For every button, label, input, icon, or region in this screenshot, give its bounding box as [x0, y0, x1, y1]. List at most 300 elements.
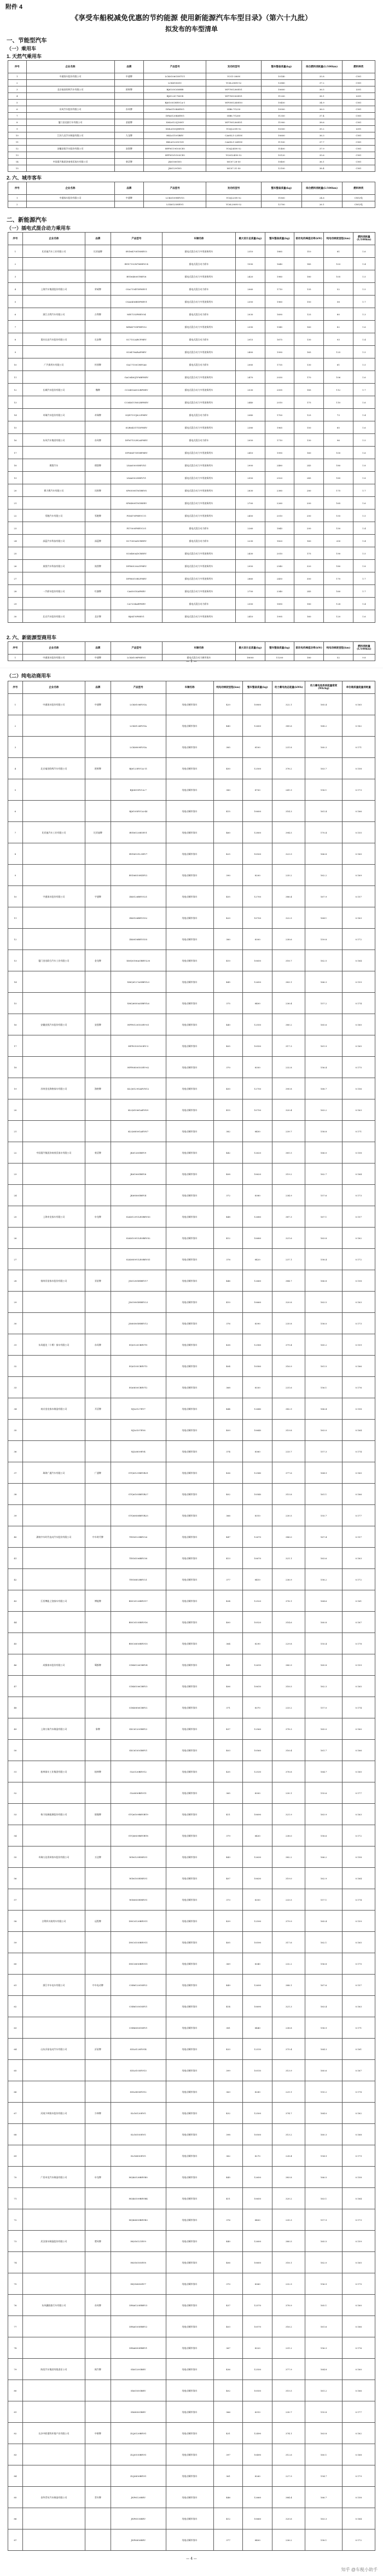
- table-cell: 珠海广通汽车有限公司: [22, 1462, 85, 1484]
- table-cell: 安徽安凯汽车股份有限公司: [26, 146, 114, 152]
- table-cell: 420: [213, 907, 243, 929]
- section-phev: （一）插电式混合动力乘用车: [7, 225, 71, 231]
- table-cell: 383.8: [272, 2167, 305, 2188]
- table-cell: 纯电动城市客车: [166, 1505, 213, 1526]
- table-cell: 237.1: [272, 1249, 305, 1270]
- table-cell: 166.5: [305, 2167, 342, 2188]
- table-cell: 38.1: [301, 93, 342, 100]
- table-cell: 67: [8, 2103, 23, 2124]
- table-row: [8, 100, 375, 106]
- table-row: [8, 1804, 375, 1825]
- table-cell: 180: [294, 270, 324, 283]
- table-cell: BYD6120B1EV1: [111, 822, 166, 843]
- table-cell: 162.5: [305, 950, 342, 971]
- table-cell: 54: [8, 1825, 23, 1846]
- table-cell: 105: [324, 270, 353, 283]
- table-cell: 163.5: [305, 1292, 342, 1313]
- table-cell: 160: [294, 447, 324, 459]
- table-cell: 金旅牌: [114, 119, 144, 126]
- table-cell: [85, 1932, 111, 1953]
- table-cell: 插电式混合动力轿车: [162, 409, 235, 421]
- table-cell: 415: [213, 801, 243, 822]
- table-cell: 163.8: [305, 2423, 342, 2444]
- column-header: 序号: [8, 233, 23, 245]
- table-cell: [26, 80, 114, 86]
- table-cell: 1.8: [353, 472, 375, 484]
- table-cell: 37.2: [301, 80, 342, 86]
- table-cell: 纯电动城市客车: [166, 2380, 213, 2401]
- table-cell: CNG: [342, 113, 375, 119]
- table-cell: 2450: [236, 510, 265, 522]
- table-cell: 164.6: [305, 1590, 342, 1612]
- table-cell: 318.5: [272, 1676, 305, 1697]
- table-row: [8, 2423, 375, 2444]
- table-cell: 363: [213, 2081, 243, 2103]
- table-cell: [26, 126, 114, 132]
- table-cell: GTQ6859BEVBT8: [111, 1825, 166, 1846]
- table-cell: 纯电动城市客车: [166, 1889, 213, 1911]
- table-cell: 纯电动城市客车: [166, 1078, 213, 1099]
- table-cell: 238.8: [272, 2017, 305, 2039]
- table-cell: 62: [8, 1996, 23, 2017]
- table-cell: 10140: [261, 73, 301, 80]
- table-cell: 东风超龙（十堰）客车有限公司: [22, 1334, 85, 1356]
- table-cell: 1.4: [353, 598, 375, 610]
- table-cell: [22, 1121, 85, 1142]
- table-cell: [22, 779, 85, 801]
- table-row: [8, 737, 375, 758]
- table-cell: 插电式混合动力轿车: [162, 308, 235, 321]
- table-cell: 欧辉牌: [85, 758, 111, 779]
- table-cell: 87: [8, 2529, 23, 2551]
- table-row: [8, 1633, 375, 1654]
- table-cell: [22, 1612, 85, 1633]
- table-cell: 0.172: [342, 2529, 375, 2551]
- table-cell: 银隆牌: [85, 1804, 111, 1825]
- table-cell: [22, 1505, 85, 1526]
- table-cell: 0.163: [342, 1548, 375, 1569]
- table-cell: 82: [324, 321, 353, 333]
- table-cell: 奇瑞万达贵州客车股份有限公司: [22, 1846, 85, 1868]
- table-cell: 2470: [236, 371, 265, 384]
- table-cell: 5: [8, 296, 23, 308]
- table-row: [8, 2209, 375, 2231]
- table-cell: 84: [8, 2465, 23, 2487]
- table-cell: 2: [8, 258, 23, 270]
- table-cell: 313.2: [272, 2124, 305, 2145]
- table-cell: SLG6120EVG: [111, 2103, 166, 2124]
- table-cell: 0.162: [342, 1228, 375, 1249]
- table-cell: GAC7150CHEVA6: [111, 358, 162, 371]
- table-cell: 陕汽牌: [85, 2359, 111, 2380]
- table-cell: 1735: [265, 358, 294, 371]
- table-cell: [22, 2380, 85, 2401]
- table-cell: 245: [294, 585, 324, 598]
- table-ne-commercial: [8, 641, 375, 661]
- table-bev-commercial: [8, 681, 375, 2551]
- table-cell: 纯电动城市客车: [166, 1569, 213, 1590]
- table-cell: 北京汽车股份有限公司: [22, 610, 85, 623]
- table-cell: [85, 1356, 111, 1377]
- table-cell: 368: [213, 1377, 243, 1398]
- table-cell: CSR6120GSEV2: [111, 1975, 166, 1996]
- table-cell: 1995: [265, 610, 294, 623]
- table-cell: 纯电动城市客车: [166, 1932, 213, 1953]
- table-cell: 0.160: [342, 2295, 375, 2316]
- table-cell: 80: [324, 308, 353, 321]
- table-cell: LCK6809EVGA: [111, 737, 166, 758]
- table-cell: [22, 2124, 85, 2145]
- table-cell: 106: [324, 371, 353, 384]
- table-cell: 55: [8, 1846, 23, 1868]
- table-row: [8, 270, 375, 283]
- table-cell: [22, 2017, 85, 2039]
- table-cell: 纯电动城市客车: [166, 2529, 213, 2551]
- table-cell: 8440: [243, 2017, 272, 2039]
- table-cell: 65: [8, 2060, 23, 2081]
- table-cell: 东风牌: [114, 106, 144, 113]
- table-cell: [85, 929, 111, 950]
- table-cell: 439: [213, 1911, 243, 1932]
- table-cell: 厦门金龙联合汽车工业有限公司: [22, 950, 85, 971]
- table-cell: 374: [213, 1441, 243, 1462]
- table-cell: 东风襄阳旅行车有限公司: [22, 2295, 85, 2316]
- table-cell: 22: [8, 510, 23, 522]
- table-cell: 235.3: [272, 2209, 305, 2231]
- table-cell: 0.171: [342, 2017, 375, 2039]
- table-cell: 14: [8, 159, 27, 165]
- table-cell: WD6105EHEVG: [111, 1868, 166, 1889]
- table-cell: 0.172: [342, 1249, 375, 1270]
- table-cell: 170: [324, 572, 353, 585]
- table-cell: 235.8: [272, 1313, 305, 1334]
- column-header: 企业名称: [26, 61, 114, 73]
- table-cell: LNG: [342, 126, 375, 132]
- column-header: 燃料消耗量(L/100km): [353, 233, 375, 245]
- table-cell: 364: [213, 1633, 243, 1654]
- table-cell: 金龙牌: [85, 950, 111, 971]
- table-cell: 180: [294, 598, 324, 610]
- table-cell: [26, 113, 114, 119]
- column-header: 单位载质量能量消耗量: [342, 681, 375, 694]
- table-cell: 纯电动城市客车: [166, 2167, 213, 2188]
- table-row: [8, 1868, 375, 1889]
- table-cell: 245: [294, 459, 324, 472]
- table-cell: 59: [8, 1932, 23, 1953]
- table-cell: 403: [213, 1740, 243, 1761]
- table-cell: [22, 2209, 85, 2231]
- table-row: [8, 1035, 375, 1057]
- table-cell: 2010: [265, 396, 294, 409]
- table-row: [8, 801, 375, 822]
- table-cell: 1.7: [353, 572, 375, 585]
- table-cell: 青年牌: [85, 2487, 111, 2508]
- table-cell: 插电式混合动力轿车: [162, 333, 235, 346]
- table-row: [8, 371, 375, 384]
- table-cell: 2950: [236, 472, 265, 484]
- column-header: 纯电动续驶里程(km): [324, 642, 353, 655]
- table-cell: 15: [8, 993, 23, 1014]
- table-cell: 460: [213, 822, 243, 843]
- table-cell: 52: [324, 655, 353, 661]
- table-cell: DFM7152H2APHEV: [111, 434, 162, 447]
- table-cell: CNG: [342, 159, 375, 165]
- table-cell: SLG6850EVG: [111, 2145, 166, 2167]
- table-cell: 16: [8, 434, 23, 447]
- table-cell: 11: [8, 139, 27, 146]
- table-cell: 12550: [243, 2359, 272, 2380]
- table-cell: 插电式混合动力多用途乘用车: [162, 572, 235, 585]
- table-cell: [85, 497, 111, 510]
- table-cell: 纯电动城市客车: [166, 822, 213, 843]
- table-cell: 47: [8, 1676, 23, 1697]
- column-header: 燃料种类: [342, 61, 375, 73]
- table-cell: 1.6: [353, 421, 375, 434]
- table-cell: 1.7: [353, 384, 375, 396]
- table-cell: [22, 1889, 85, 1911]
- table-cell: [85, 2252, 111, 2273]
- table-cell: 379: [213, 1825, 243, 1846]
- table-cell: 437: [213, 2295, 243, 2316]
- table-cell: 175: [294, 396, 324, 409]
- table-cell: 2010: [265, 547, 294, 560]
- table-cell: XMQ6106AGBEVL30: [111, 950, 166, 971]
- table-cell: 445: [213, 971, 243, 993]
- table-cell: 66: [8, 2081, 23, 2103]
- table-cell: 410: [213, 950, 243, 971]
- table-cell: 25: [8, 1206, 23, 1228]
- table-cell: BJ6123C7MCB: [144, 93, 206, 100]
- table-cell: SLK6129ULE0BEVS3: [111, 1206, 166, 1228]
- table-cell: 321.1: [272, 1548, 305, 1569]
- table-cell: 175: [294, 547, 324, 560]
- table-cell: [22, 2145, 85, 2167]
- table-cell: 229.1: [272, 2081, 305, 2103]
- column-header: 驱动电机峰值功率(kW): [294, 233, 324, 245]
- table-cell: 10: [8, 132, 27, 139]
- table-cell: 插电式混合动力轿车: [162, 598, 235, 610]
- table-row: [8, 1612, 375, 1633]
- table-cell: [22, 1420, 85, 1441]
- table-cell: 广西申龙汽车制造有限公司: [22, 2167, 85, 2188]
- table-cell: CA6SL1-26E5N: [206, 139, 262, 146]
- table-cell: 1.5: [353, 434, 375, 447]
- table-cell: 0.174: [342, 1441, 375, 1462]
- table-cell: 85: [8, 2487, 23, 2508]
- table-cell: 纯电动城市客车: [166, 2060, 213, 2081]
- table-row: [8, 2529, 375, 2551]
- table-cell: YC6J220N-52: [206, 126, 262, 132]
- table-cell: 236.9: [272, 1569, 305, 1590]
- table-cell: SF6480ST61REEV: [111, 497, 162, 510]
- table-cell: 纯电动城市客车: [166, 2081, 213, 2103]
- table-cell: 155.7: [305, 1505, 342, 1526]
- table-cell: [85, 2465, 111, 2487]
- table-cell: 8400: [243, 2529, 272, 2551]
- table-cell: 纯电动城市客车: [166, 1654, 213, 1676]
- table-cell: 2900: [236, 459, 265, 472]
- table-cell: HQK6859BEVB3: [111, 2209, 166, 2231]
- table-cell: [22, 371, 85, 384]
- table-cell: 纯电动城市客车: [166, 1740, 213, 1761]
- table-row: [8, 1676, 375, 1697]
- table-cell: 12610: [243, 1654, 272, 1676]
- table-row: [8, 73, 375, 80]
- table-cell: 纯电动城市客车: [166, 1206, 213, 1228]
- table-cell: 241.9: [272, 779, 305, 801]
- table-cell: [22, 1569, 85, 1590]
- table-cell: 37.9: [301, 146, 342, 152]
- table-cell: 2520: [265, 472, 294, 484]
- table-cell: 449: [213, 1975, 243, 1996]
- table-cell: 插电式混合动力多用途乘用车: [162, 270, 235, 283]
- table-cell: [85, 1505, 111, 1526]
- table-cell: CNG: [342, 132, 375, 139]
- table-row: [8, 283, 375, 296]
- table-cell: GTQ6121BEVB31: [111, 1462, 166, 1484]
- table-cell: 80: [8, 2380, 23, 2401]
- table-cell: JK6856GBEV4: [111, 1185, 166, 1206]
- table-cell: 12620: [243, 1142, 272, 1163]
- column-header: 序号: [8, 61, 27, 73]
- table-cell: 12700: [261, 201, 301, 208]
- table-cell: 380.5: [272, 2231, 305, 2252]
- table-cell: 375.4: [272, 2039, 305, 2060]
- column-header: 整车整备质量(kg): [261, 61, 301, 73]
- table-row: [8, 886, 375, 907]
- table-cell: 35.8: [301, 73, 342, 80]
- table-cell: 163.4: [305, 1996, 342, 2017]
- table-cell: 361: [213, 2465, 243, 2487]
- table-row: [8, 1825, 375, 1846]
- table-cell: 450: [213, 758, 243, 779]
- table-cell: 插电式混合动力多用途乘用车: [162, 459, 235, 472]
- table-cell: 中国重汽集团济南豪沃客车有限公司: [26, 159, 114, 165]
- table-cell: 纯电动城市客车: [166, 737, 213, 758]
- table-cell: [85, 1121, 111, 1142]
- table-cell: 165.4: [305, 1911, 342, 1932]
- table-cell: 纯电动城市客车: [166, 950, 213, 971]
- table-row: [8, 195, 375, 201]
- table-cell: 377.9: [272, 2359, 305, 2380]
- table-cell: 161.7: [305, 1740, 342, 1761]
- table-row: [8, 1569, 375, 1590]
- table-cell: 1: [8, 73, 27, 80]
- table-cell: 海格牌: [85, 1078, 111, 1099]
- table-cell: 320: [294, 560, 324, 572]
- column-header: 产品型号: [144, 182, 206, 195]
- table-cell: 2260: [236, 522, 265, 535]
- table-cell: 83: [8, 2444, 23, 2465]
- table-cell: [22, 1697, 85, 1718]
- table-cell: 蜀都牌: [85, 1654, 111, 1676]
- table-cell: 370: [213, 2273, 243, 2295]
- table-row: [8, 1526, 375, 1548]
- table-cell: 320.4: [272, 1099, 305, 1121]
- table-cell: MC07.31-50: [206, 165, 262, 172]
- column-header: 车辆名称: [162, 642, 235, 655]
- table-cell: 0.166: [342, 1484, 375, 1505]
- table-cell: 313.9: [272, 2060, 305, 2081]
- table-cell: 宇通客车股份有限公司: [22, 886, 85, 907]
- table-cell: 0.156: [342, 1078, 375, 1099]
- table-cell: 8700: [243, 779, 272, 801]
- table-cell: YC6J245N-52: [206, 146, 262, 152]
- table-cell: 纯电动城市客车: [166, 1313, 213, 1334]
- table-row: [8, 1099, 375, 1121]
- table-cell: [85, 2529, 111, 2551]
- table-cell: 68: [8, 2124, 23, 2145]
- table-cell: 一汽轿车股份有限公司: [22, 585, 85, 598]
- column-header: 产品型号: [111, 642, 162, 655]
- table-cell: 宇通牌: [85, 886, 111, 907]
- table-cell: [85, 2273, 111, 2295]
- table-cell: HQG6121EV9: [111, 2231, 166, 2252]
- column-header: 企业名称: [22, 233, 85, 245]
- table-cell: [85, 1377, 111, 1398]
- table-cell: 纯电动城市客车: [166, 1548, 213, 1569]
- table-cell: 318.1: [272, 2252, 305, 2273]
- table-city-bus: [8, 182, 375, 208]
- table-cell: 纯电动城市客车: [166, 1761, 213, 1782]
- table-cell: 2860: [236, 572, 265, 585]
- table-cell: 150: [294, 421, 324, 434]
- table-cell: 0.161: [342, 2039, 375, 2060]
- table-cell: 232.8: [272, 1057, 305, 1078]
- table-cell: 44: [8, 1612, 23, 1633]
- table-cell: SC7152ABCPHEV: [111, 333, 162, 346]
- table-cell: 125: [294, 409, 324, 421]
- table-cell: 纯电动城市客车: [166, 2508, 213, 2529]
- table-cell: 14: [8, 409, 23, 421]
- table-cell: 0.164: [342, 1420, 375, 1441]
- table-row: [8, 1718, 375, 1740]
- table-cell: 320.2: [272, 2188, 305, 2209]
- table-cell: 传祺牌: [85, 358, 111, 371]
- table-row: [8, 1398, 375, 1420]
- table-cell: 11900: [261, 119, 301, 126]
- table-cell: 163.9: [305, 1804, 342, 1825]
- table-cell: 3: [8, 270, 23, 283]
- table-cell: LXA6502SHEVY1: [111, 472, 162, 484]
- table-cell: 0.158: [342, 2167, 375, 2188]
- table-cell: 10540: [243, 1484, 272, 1505]
- table-cell: 0.177: [342, 1505, 375, 1526]
- table-cell: [85, 1057, 111, 1078]
- table-cell: 10900: [261, 106, 301, 113]
- table-cell: 1.4: [353, 409, 375, 421]
- table-cell: 8290: [243, 1633, 272, 1654]
- table-cell: 228.4: [272, 2145, 305, 2167]
- column-header: 品牌: [114, 182, 144, 195]
- table-cell: 96: [324, 434, 353, 447]
- table-cell: 8370: [243, 1697, 272, 1718]
- table-cell: 10680: [243, 1228, 272, 1249]
- table-cell: [85, 843, 111, 865]
- table-cell: 402: [213, 2380, 243, 2401]
- table-cell: 纯电动城市客车: [166, 758, 213, 779]
- table-cell: 插电式混合动力轿车: [162, 358, 235, 371]
- table-cell: MR6471DPHEV02: [111, 321, 162, 333]
- table-cell: 397: [213, 2444, 243, 2465]
- table-cell: 0.168: [342, 2124, 375, 2145]
- table-cell: 319.8: [272, 1420, 305, 1441]
- table-cell: 384.7: [272, 1270, 305, 1292]
- table-cell: 43: [8, 1590, 23, 1612]
- table-cell: 415: [213, 1099, 243, 1121]
- table-cell: BNC6105BEVG6: [111, 1612, 166, 1633]
- table-row: [8, 447, 375, 459]
